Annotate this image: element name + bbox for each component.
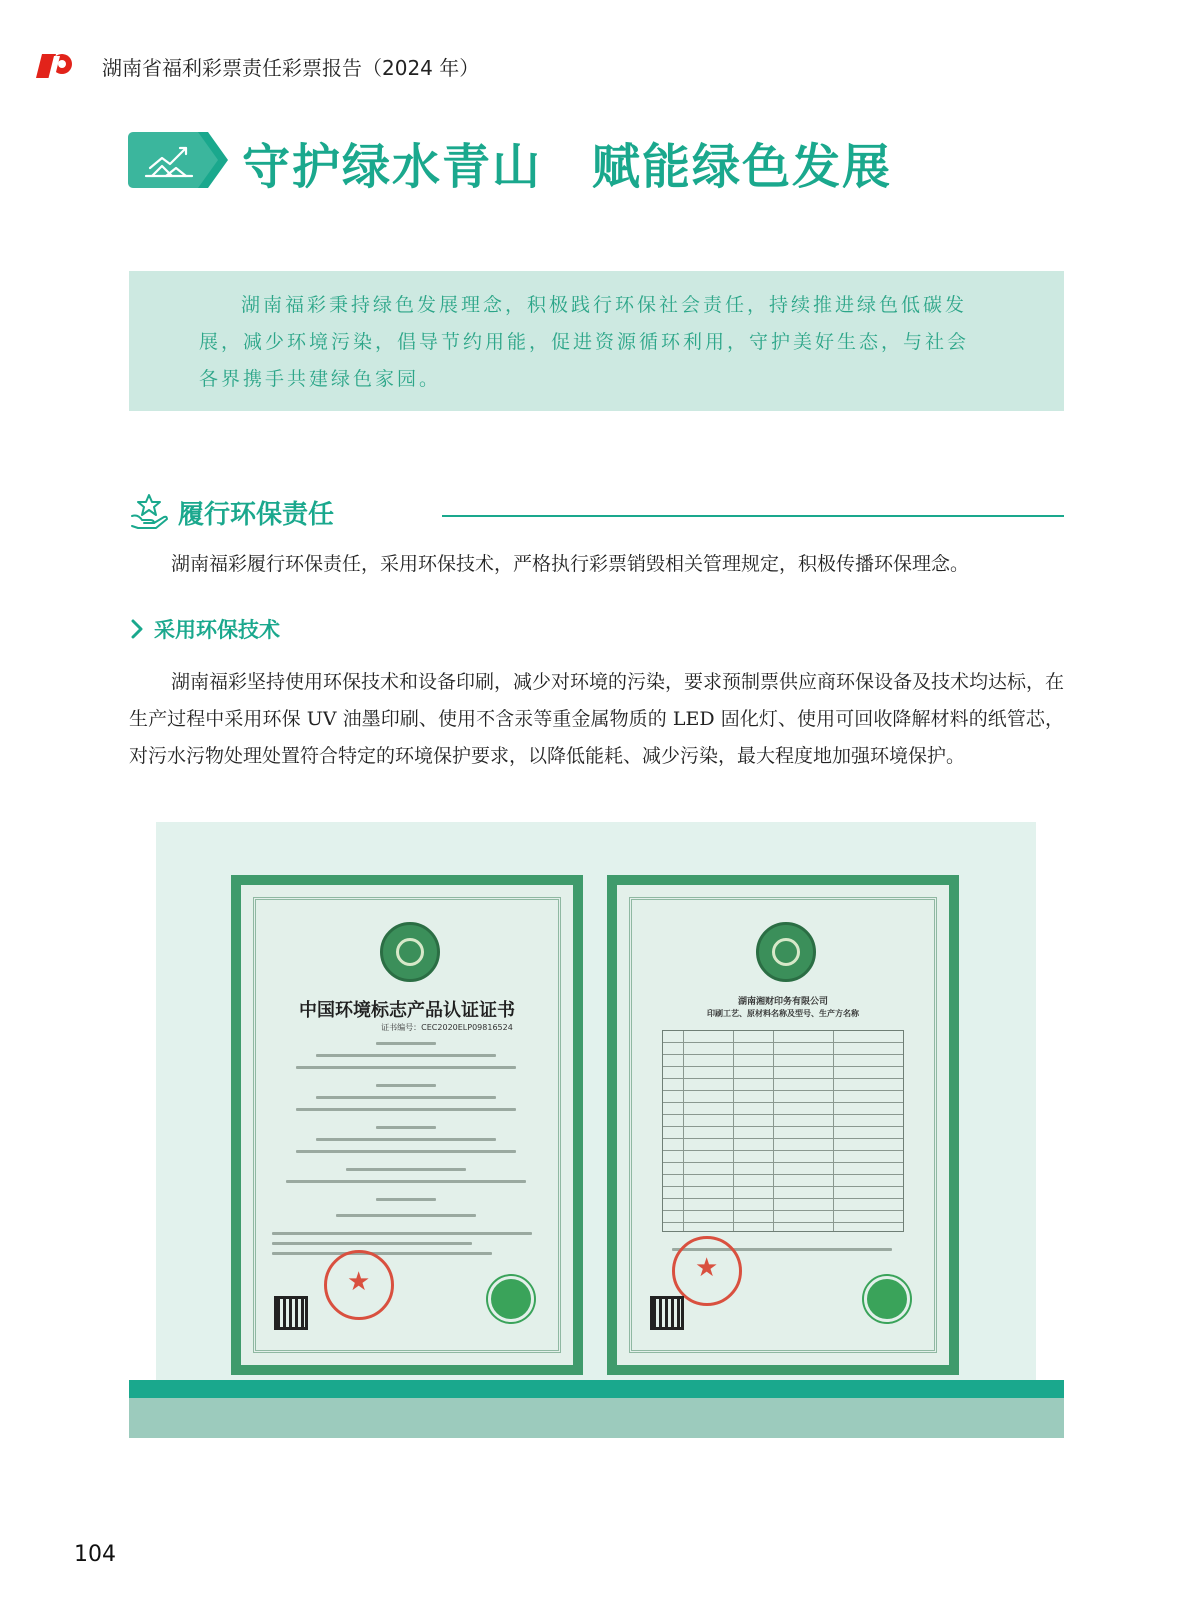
table-column-divider — [833, 1031, 834, 1231]
environmental-label-emblem-icon — [756, 922, 816, 982]
display-shelf-front — [129, 1398, 1064, 1438]
section-paragraph: 湖南福彩履行环保责任，采用环保技术，严格执行彩票销毁相关管理规定，积极传播环保理念。 — [171, 553, 970, 575]
fine-print-line — [272, 1242, 472, 1245]
fine-print-line — [316, 1138, 496, 1141]
fine-print-line — [272, 1232, 532, 1235]
environmental-label-certificate — [231, 875, 583, 1375]
official-seal-icon — [324, 1250, 394, 1320]
certificate-frame — [253, 897, 561, 1353]
intro-box — [129, 271, 1064, 411]
certificate-attachment — [607, 875, 959, 1375]
chevron-right-icon — [130, 618, 144, 640]
page-number: 104 — [74, 1542, 116, 1567]
environmental-label-emblem-icon — [380, 922, 440, 982]
attachment-company: 湖南湘财印务有限公司 — [737, 997, 828, 1007]
table-column-divider — [683, 1031, 684, 1231]
certificate-number: 证书编号：CEC2020ELP09816524 — [381, 1023, 513, 1032]
section-title: 履行环保责任 — [178, 500, 335, 530]
table-column-divider — [773, 1031, 774, 1231]
fine-print-line — [376, 1042, 436, 1045]
fine-print-line — [376, 1126, 436, 1129]
fine-print-line — [376, 1084, 436, 1087]
display-shelf-top — [129, 1380, 1064, 1398]
fine-print-line — [272, 1252, 492, 1255]
fine-print-line — [296, 1108, 516, 1111]
intro-text: 湖南福彩秉持绿色发展理念，积极践行环保社会责任，持续推进绿色低碳发展，减少环境污染，倡导节约用能，促进资源循环利用，守护美好生态，与社会各界携手共建绿色家园。 — [199, 294, 970, 390]
qr-code-icon — [274, 1296, 308, 1330]
certificate-frame — [629, 897, 937, 1353]
certificate-title: 中国环境标志产品认证证书 — [299, 1000, 515, 1021]
subsection-title: 采用环保技术 — [154, 618, 280, 642]
fine-print-line — [316, 1096, 496, 1099]
fine-print-line — [296, 1150, 516, 1153]
fine-print-line — [286, 1180, 526, 1183]
section-divider — [442, 515, 1064, 517]
fine-print-line — [316, 1054, 496, 1057]
cec-logo-icon — [864, 1276, 910, 1322]
fine-print-line — [336, 1214, 476, 1217]
table-column-divider — [733, 1031, 734, 1231]
qr-code-icon — [650, 1296, 684, 1330]
cec-logo-icon — [488, 1276, 534, 1322]
materials-table — [662, 1030, 904, 1232]
fine-print-line — [346, 1168, 466, 1171]
hand-star-icon — [128, 492, 170, 532]
chapter-title: 守护绿水青山 赋能绿色发展 — [242, 139, 893, 195]
attachment-subtitle: 印刷工艺、原材料名称及型号、生产方名称 — [707, 1009, 859, 1018]
report-header-title: 湖南省福利彩票责任彩票报告（2024 年） — [102, 56, 480, 80]
fine-print-line — [376, 1198, 436, 1201]
fine-print-line — [296, 1066, 516, 1069]
welfare-lottery-logo — [36, 50, 76, 82]
growth-chart-icon — [128, 132, 228, 188]
subsection-paragraph: 湖南福彩坚持使用环保技术和设备印刷，减少对环境的污染，要求预制票供应商环保设备及技术均达标，在生产过程中采用环保 UV 油墨印刷、使用不含汞等重金属物质的 LED 固化灯、使用可回收降解材料的纸管芯，对污水污物处理处置符合特定的环境保护要求，以降低能耗、减少污染，最大程度地加强环境保护。 — [129, 671, 1065, 767]
